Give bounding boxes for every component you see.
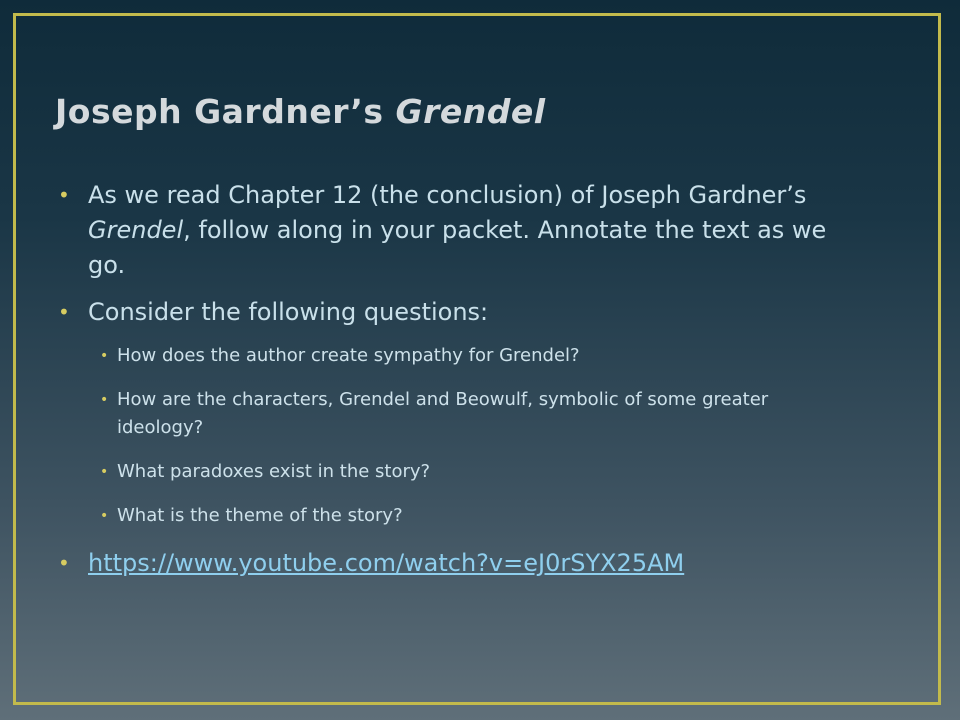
bullet-dot-icon: • [100, 392, 109, 408]
sub-bullet-question [100, 386, 858, 442]
bullet-text-end: , follow along in your packet. Annotate the text as we go. [88, 216, 827, 279]
slide-title [55, 92, 546, 131]
question-text: What paradoxes exist in the story? [117, 461, 431, 482]
bullet-dot-icon: • [58, 183, 70, 207]
bullet-dot-icon: • [58, 300, 70, 324]
sub-bullet-question [100, 458, 858, 486]
sub-bullet-question [100, 342, 858, 370]
bullet-dot-icon: • [100, 348, 109, 364]
question-text: How does the author create sympathy for Grendel? [117, 345, 580, 366]
bullet-italic-text: Grendel [88, 216, 184, 244]
bullet-dot-icon: • [100, 508, 109, 524]
slide-content [58, 178, 858, 593]
bullet-video-link [58, 546, 858, 581]
bullet-reading-instructions [58, 178, 858, 283]
question-text: How are the characters, Grendel and Beowulf, symbolic of some greater ideology? [117, 389, 769, 438]
question-text: What is the theme of the story? [117, 505, 403, 526]
bullet-dot-icon: • [58, 551, 70, 575]
bullet-consider-questions [58, 295, 858, 330]
youtube-link[interactable]: https://www.youtube.com/watch?v=eJ0rSYX25AM [88, 549, 685, 577]
bullet-dot-icon: • [100, 464, 109, 480]
bullet-text: Consider the following questions: [88, 298, 489, 326]
bullet-text: As we read Chapter 12 (the conclusion) of Joseph Gardner’s [88, 181, 807, 209]
sub-bullet-question [100, 502, 858, 530]
title-text: Joseph Gardner’s [55, 92, 396, 131]
title-italic-text: Grendel [395, 92, 546, 131]
